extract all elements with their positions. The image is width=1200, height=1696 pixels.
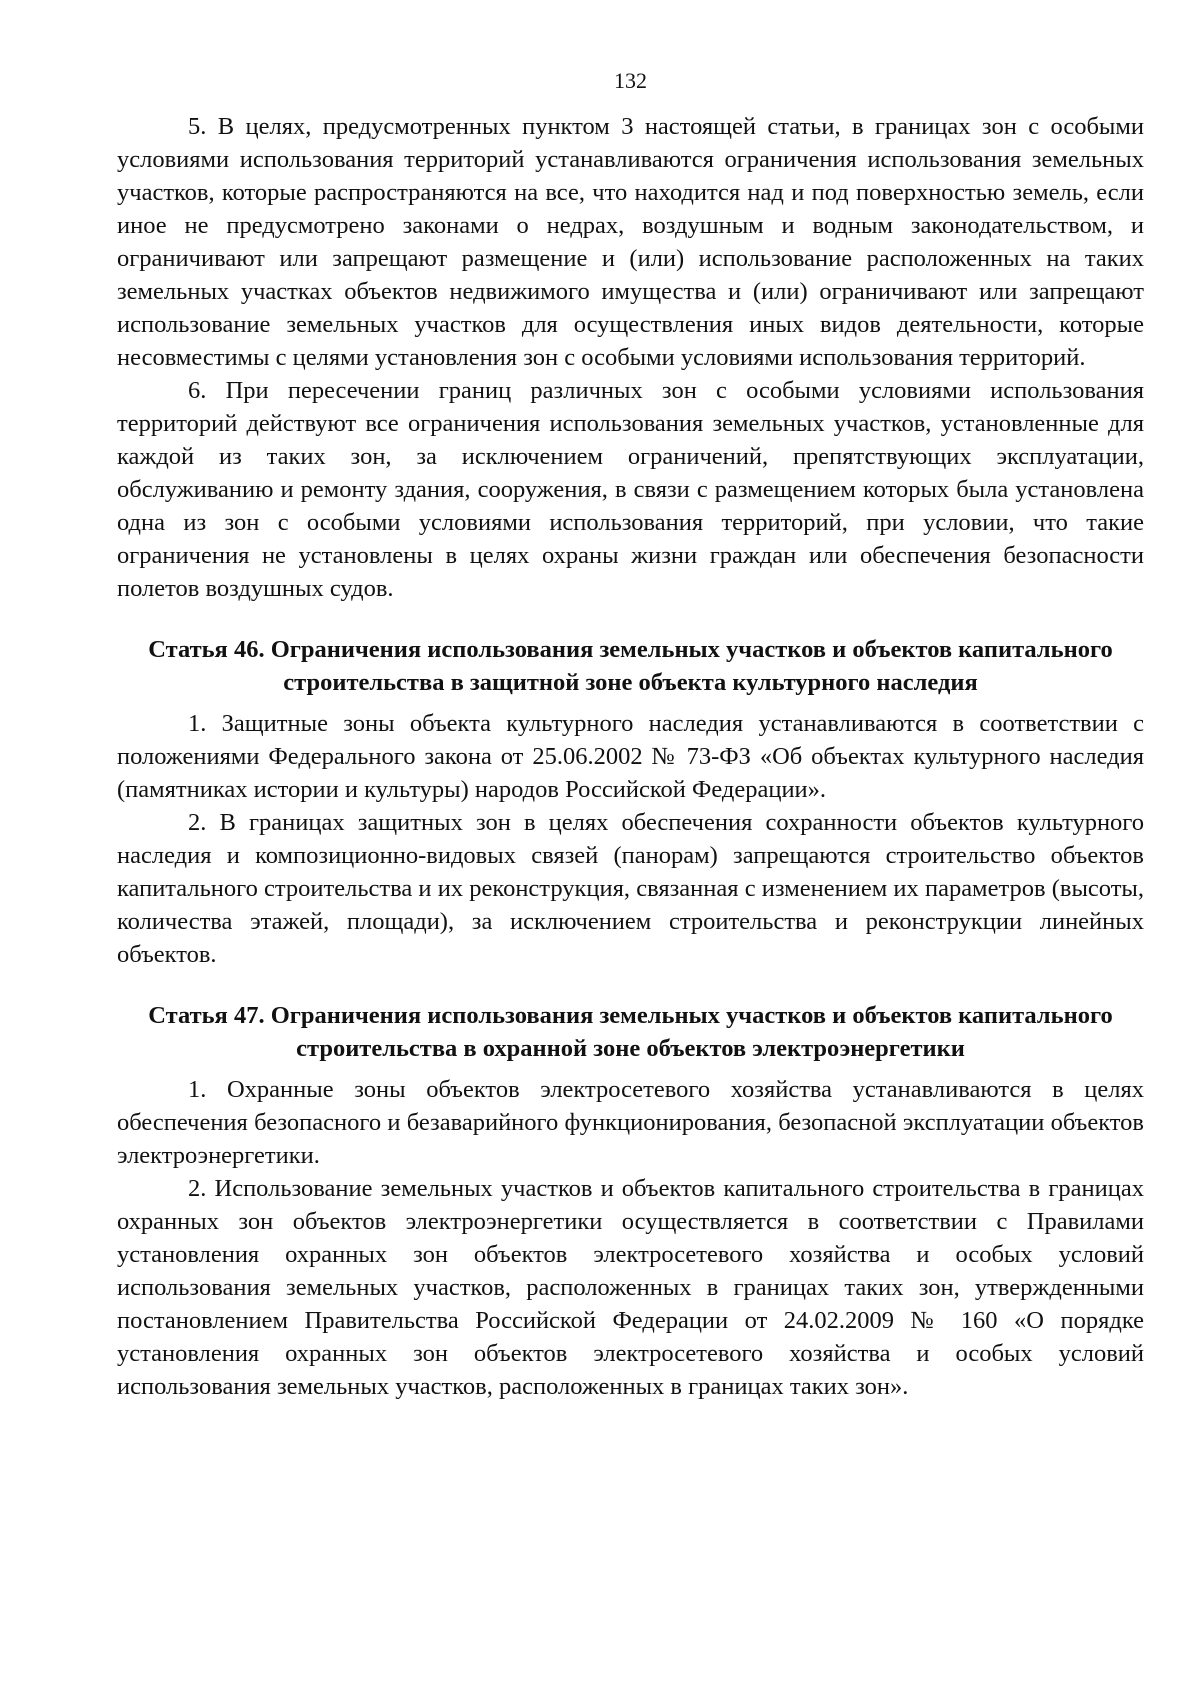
article-47-paragraph-1: 1. Охранные зоны объектов электросетевого хозяйства устанавливаются в целях обеспечения безопасного и безаварийного функционирования, безопасной эксплуатации объектов электроэнергетики. [117, 1076, 1144, 1169]
article-46-paragraph-2: 2. В границах защитных зон в целях обеспечения сохранности объектов культурного наследия и композиционно-видовых связей (панорам) запрещаются строительство объектов капитального строительства и их реконструкция, связанная с изменением их параметров (высоты, количества этажей, площади), за исключением строительства и реконструкции линейных объектов. [117, 809, 1144, 968]
article-47-heading: Статья 47. Ограничения использования земельных участков и объектов капитального строительства в охранной зоне объектов электроэнергетики [148, 1002, 1113, 1062]
page-number: 132 [614, 68, 647, 93]
paragraph-6: 6. При пересечении границ различных зон с особыми условиями использования территорий действуют все ограничения использования земельных участков, установленные для каждой из таких зон, за исключением ограничений, препятствующих эксплуатации, обслуживанию и ремонту здания, сооружения, в связи с размещением которых была установлена одна из зон с особыми условиями использования территорий, при условии, что такие ограничения не установлены в целях охраны жизни граждан или обеспечения безопасности полетов воздушных судов. [117, 377, 1144, 602]
article-46-heading: Статья 46. Ограничения использования земельных участков и объектов капитального строительства в защитной зоне объекта культурного наследия [148, 636, 1113, 696]
paragraph-5: 5. В целях, предусмотренных пунктом 3 настоящей статьи, в границах зон с особыми условиями использования территорий устанавливаются ограничения использования земельных участков, которые распространяются на все, что находится над и под поверхностью земель, если иное не предусмотрено законами о недрах, воздушным и водным законодательством, и ограничивают или запрещают размещение и (или) использование расположенных на таких земельных участках объектов недвижимого имущества и (или) ограничивают или запрещают использование земельных участков для осуществления иных видов деятельности, которые несовместимы с целями установления зон с особыми условиями использования территорий. [117, 113, 1144, 371]
article-46-paragraph-1: 1. Защитные зоны объекта культурного наследия устанавливаются в соответствии с положениями Федерального закона от 25.06.2002 № 73-ФЗ «Об объектах культурного наследия (памятниках истории и культуры) народов Российской Федерации». [117, 710, 1144, 803]
article-47-paragraph-2: 2. Использование земельных участков и объектов капитального строительства в границах охранных зон объектов электроэнергетики осуществляется в соответствии с Правилами установления охранных зон объектов электросетевого хозяйства и особых условий использования земельных участков, расположенных в границах таких зон, утвержденными постановлением Правительства Российской Федерации от 24.02.2009 № 160 «О порядке установления охранных зон объектов электросетевого хозяйства и особых условий использования земельных участков, расположенных в границах таких зон». [117, 1175, 1144, 1400]
